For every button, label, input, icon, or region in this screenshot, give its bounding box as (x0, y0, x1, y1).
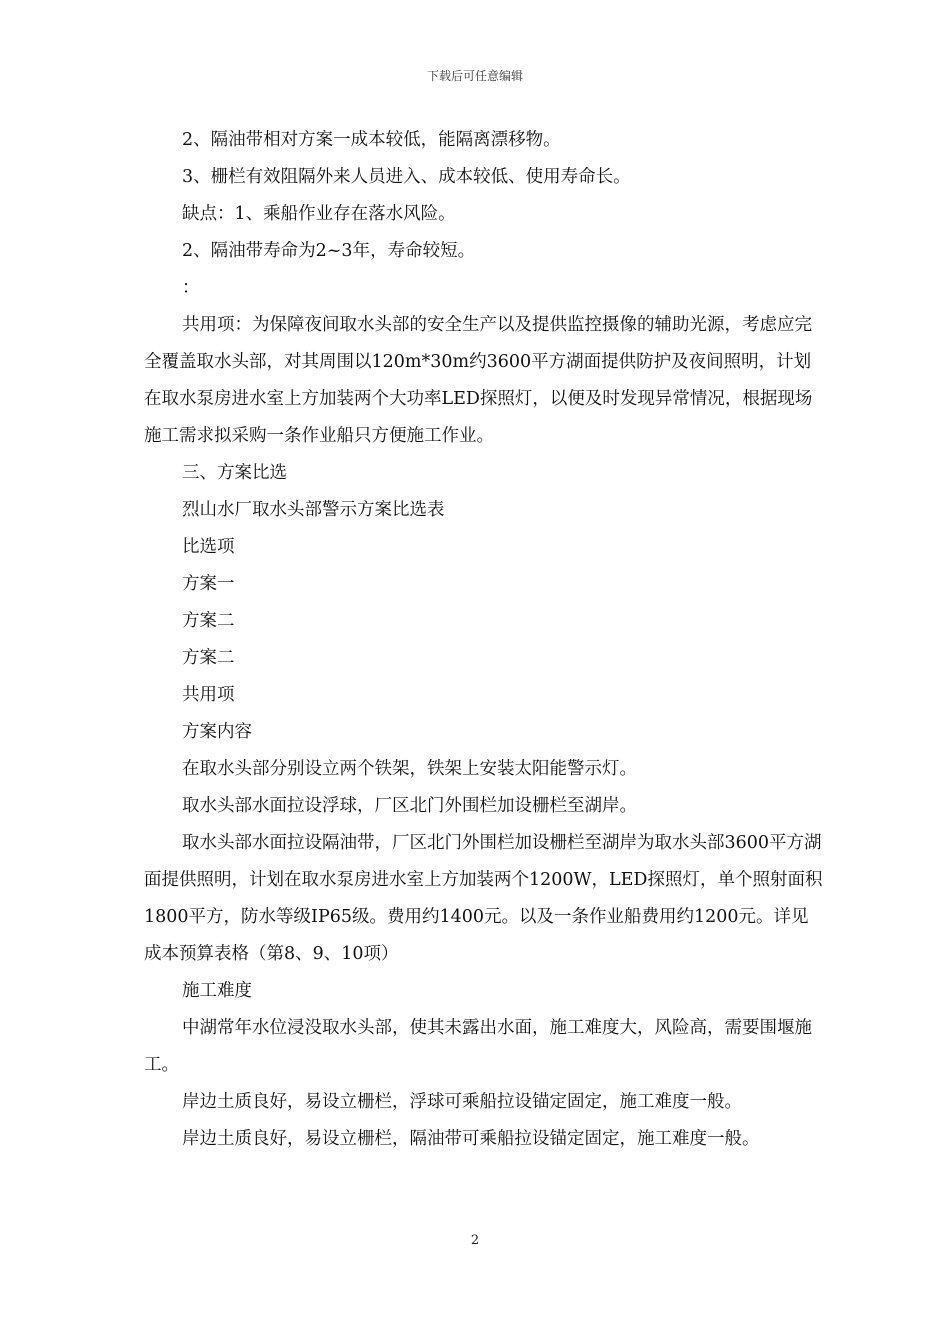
section-heading: 三、方案比选 (182, 463, 287, 483)
paragraph: 在取水头部分别设立两个铁架，铁架上安装太阳能警示灯。 (182, 759, 637, 779)
paragraph: 3、栅栏有效阻隔外来人员进入、成本较低、使用寿命长。 (182, 167, 631, 187)
paragraph: 方案一 (182, 574, 235, 594)
paragraph: 方案内容 (182, 722, 252, 742)
paragraph: 岸边土质良好，易设立栅栏，浮球可乘船拉设锚定固定，施工难度一般。 (182, 1092, 742, 1112)
page-number: 2 (470, 1233, 480, 1248)
paragraph: 取水头部水面拉设浮球，厂区北门外围栏加设栅栏至湖岸。 (182, 796, 637, 816)
paragraph: ： (182, 278, 200, 298)
page-header: 下载后可任意编辑 (426, 69, 523, 83)
paragraph: 中湖常年水位浸没取水头部，使其未露出水面，施工难度大，风险高，需要围堰施工。 (144, 1018, 812, 1075)
paragraph: 方案二 (182, 648, 235, 668)
paragraph: 比选项 (182, 537, 235, 557)
paragraph: 缺点：1、乘船作业存在落水风险。 (182, 204, 456, 224)
paragraph: 2、隔油带相对方案一成本较低，能隔离漂移物。 (182, 130, 561, 150)
paragraph-plan-three: 取水头部水面拉设隔油带，厂区北门外围栏加设栅栏至湖岸为取水头部3600平方湖面提供照明，计划在取水泵房进水室上方加装两个1200W，LED探照灯，单个照射面积1800平方，防水等级IP65级。费用约1400元。以及一条作业船费用约1200元。详见成本预算表格（第8、9、10项） (144, 833, 823, 964)
paragraph-shared-items: 共用项：为保障夜间取水头部的安全生产以及提供监控摄像的辅助光源，考虑应完全覆盖取水头部，对其周围以120m*30m约3600平方湖面提供防护及夜间照明，计划在取水泵房进水室上方加装两个大功率LED探照灯，以便及时发现异常情况，根据现场施工需求拟采购一条作业船只方便施工作业。 (144, 315, 813, 446)
paragraph: 施工难度 (182, 981, 252, 1001)
paragraph: 方案二 (182, 611, 235, 631)
table-title: 烈山水厂取水头部警示方案比选表 (182, 500, 445, 520)
document-body (144, 122, 824, 1158)
paragraph: 岸边土质良好，易设立栅栏，隔油带可乘船拉设锚定固定，施工难度一般。 (182, 1129, 760, 1149)
paragraph: 共用项 (182, 685, 235, 705)
paragraph: 2、隔油带寿命为2~3年，寿命较短。 (182, 241, 476, 261)
